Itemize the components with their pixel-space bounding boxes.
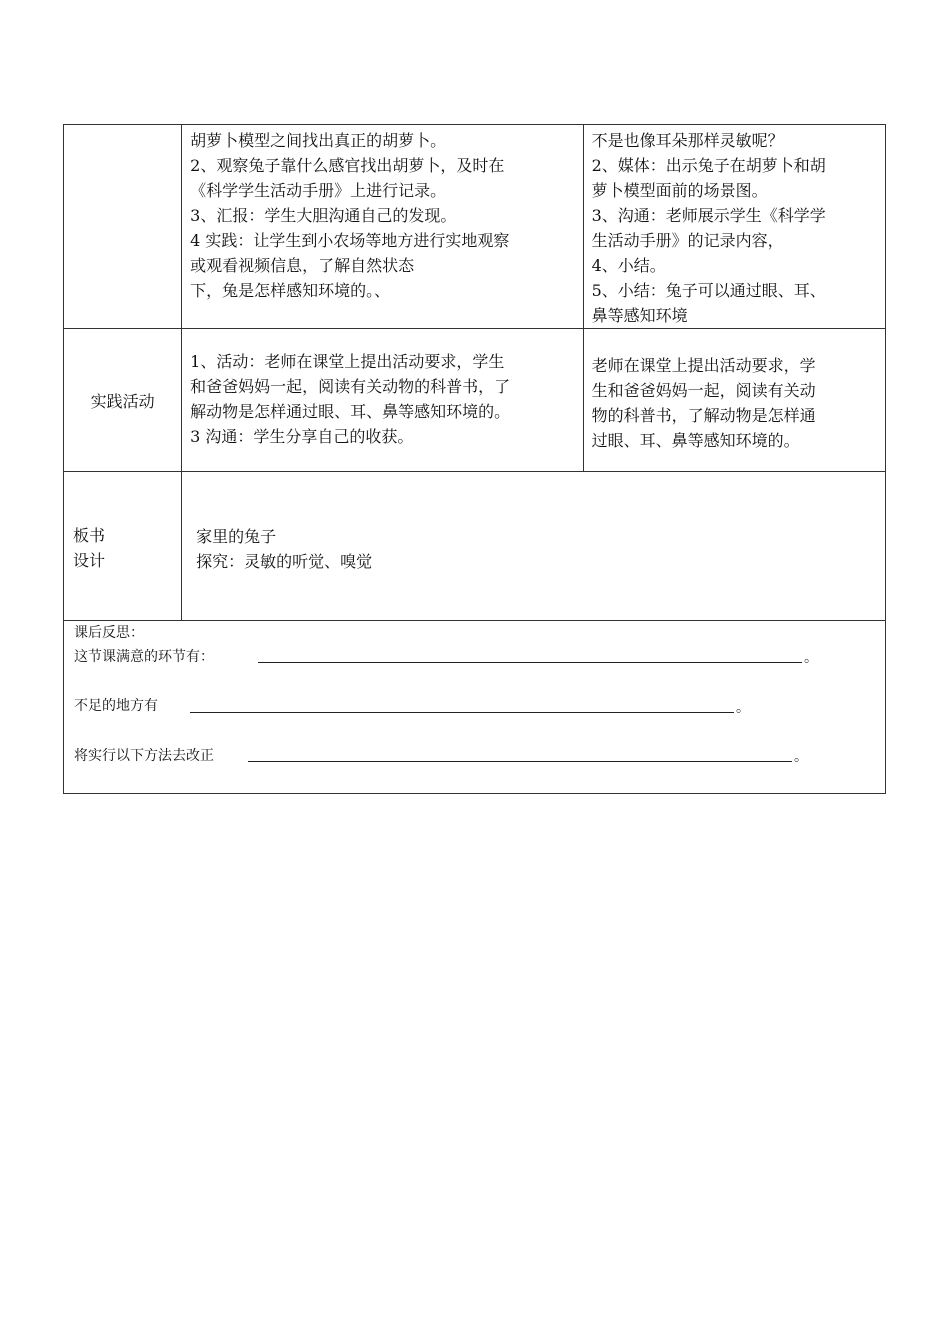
lesson-plan-sheet — [63, 124, 886, 794]
reflection-q3-end: 。 — [794, 749, 808, 765]
student-line: 胡萝卜模型之间找出真正的胡萝卜。 — [190, 131, 447, 150]
student-line: 3、汇报：学生大胆沟通自己的发现。 — [190, 206, 457, 225]
teacher-line: 2、媒体：出示兔子在胡萝卜和胡 — [591, 156, 826, 175]
teacher-line: 不是也像耳朵那样灵敏呢？ — [591, 131, 784, 150]
student-line: 和爸爸妈妈一起，阅读有关动物的科普书，了 — [190, 377, 511, 396]
student-line: 《科学学生活动手册》上进行记录。 — [190, 181, 447, 200]
reflection-q1-end: 。 — [804, 650, 818, 666]
teacher-line: 鼻等感知环境 — [591, 306, 688, 325]
board-label-line2: 设计 — [73, 551, 106, 570]
board-title: 家里的兔子 — [196, 527, 277, 546]
practice-teacher-cell — [583, 329, 885, 472]
process-student-cell — [182, 125, 583, 329]
teacher-line: 生活动手册》的记录内容， — [591, 231, 784, 250]
reflection-q2-label: 不足的地方有 — [74, 698, 158, 714]
student-line: 解动物是怎样通过眼、耳、鼻等感知环境的。 — [190, 402, 511, 421]
student-line: 1、活动：老师在课堂上提出活动要求，学生 — [190, 352, 505, 371]
teacher-line: 4、小结。 — [591, 256, 666, 275]
board-content-cell — [182, 472, 886, 621]
practice-label: 实践活动 — [64, 329, 182, 472]
board-subtitle: 探究：灵敏的听觉、嗅觉 — [196, 552, 373, 571]
student-line: 4 实践：让学生到小农场等地方进行实地观察 — [190, 231, 510, 250]
process-label-cell — [64, 125, 182, 329]
reflection-q1-label: 这节课满意的环节有： — [74, 649, 214, 665]
practice-student-cell — [182, 329, 583, 472]
reflection-title: 课后反思： — [74, 625, 144, 641]
reflection-q2-blank[interactable] — [190, 712, 734, 713]
student-line: 2、观察兔子靠什么感官找出胡萝卜，及时在 — [190, 156, 505, 175]
practice-row — [64, 329, 886, 472]
reflection-cell — [64, 621, 886, 794]
board-design-row — [64, 472, 886, 621]
teacher-line: 老师在课堂上提出活动要求，学 — [591, 356, 816, 375]
student-line: 或观看视频信息，了解自然状态 — [190, 256, 415, 275]
reflection-q3-label: 将实行以下方法去改正 — [74, 748, 214, 764]
teacher-line: 过眼、耳、鼻等感知环境的。 — [591, 431, 800, 450]
teacher-line: 萝卜模型面前的场景图。 — [591, 181, 768, 200]
teacher-line: 3、沟通：老师展示学生《科学学 — [591, 206, 826, 225]
reflection-q2-end: 。 — [736, 700, 750, 716]
board-label-cell — [64, 472, 182, 621]
teacher-line: 生和爸爸妈妈一起，阅读有关动 — [591, 381, 816, 400]
student-line: 3 沟通：学生分享自己的收获。 — [190, 427, 414, 446]
reflection-q3-blank[interactable] — [248, 761, 792, 762]
student-line: 下，兔是怎样感知环境的。、 — [190, 281, 391, 300]
process-teacher-cell — [583, 125, 885, 329]
teacher-line: 物的科普书，了解动物是怎样通 — [591, 406, 816, 425]
teacher-line: 5、小结：兔子可以通过眼、耳、 — [591, 281, 826, 300]
lesson-plan-table — [63, 124, 886, 794]
reflection-q1-blank[interactable] — [258, 662, 802, 663]
process-row — [64, 125, 886, 329]
board-label-line1: 板书 — [73, 526, 106, 545]
reflection-row — [64, 621, 886, 794]
